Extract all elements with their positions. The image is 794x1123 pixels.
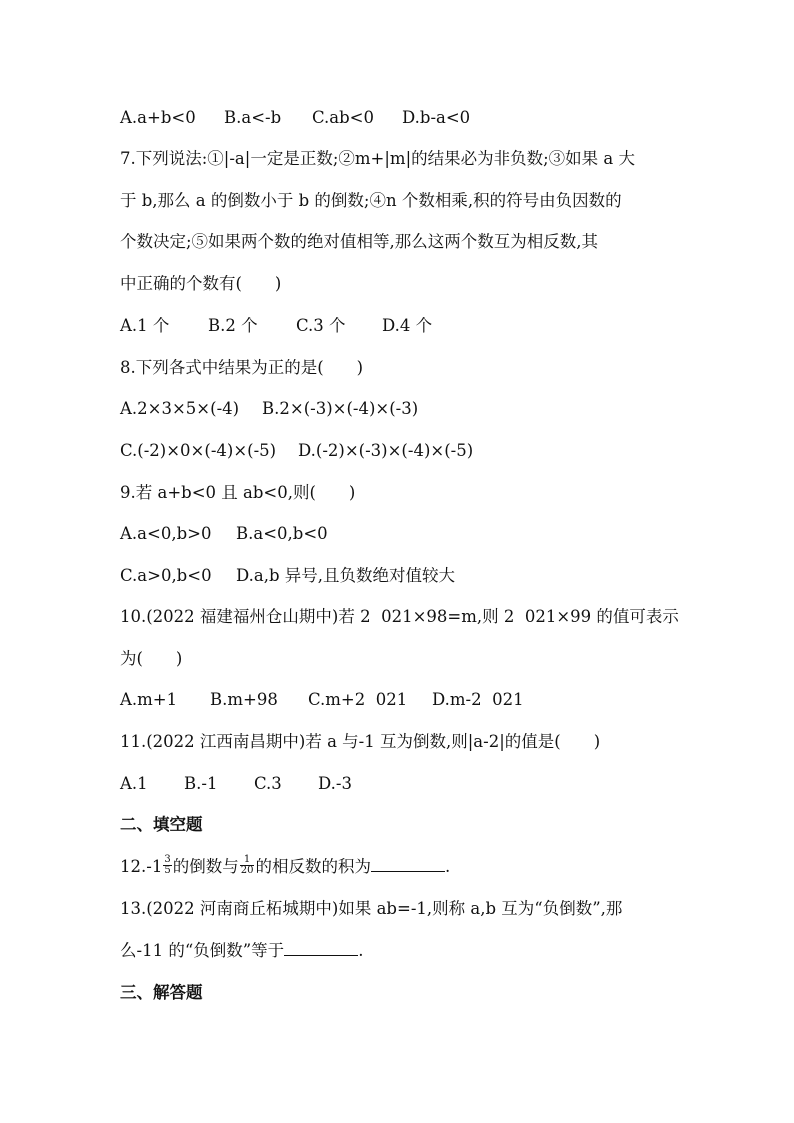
q12-end: . [444,857,451,876]
q6-option-a: A.a+b<0 [120,108,196,127]
q7-line-2: 于 b,那么 a 的倒数小于 b 的倒数;④n 个数相乘,积的符号由负因数的 [120,191,622,210]
q7-option-a: A.1 个 [120,316,170,335]
q6-options [120,108,470,128]
q13-line-2-text: 么-11 的“负倒数”等于 [120,941,285,960]
q9-option-a: A.a<0,b>0 [120,524,212,543]
q12-answer-blank[interactable] [371,857,445,872]
q8-options-row2 [120,441,473,461]
q11-stem: 11.(2022 江西南昌期中)若 a 与-1 互为倒数,则|a-2|的值是( ) [120,732,601,751]
q10-option-a: A.m+1 [120,690,178,709]
q9-stem: 9.若 a+b<0 且 ab<0,则( ) [120,483,356,502]
q8-stem: 8.下列各式中结果为正的是( ) [120,358,364,377]
q12-prefix: 12.-1 [120,857,163,876]
q8-options-row1 [120,399,418,419]
section-solution-heading: 三、解答题 [120,983,203,1002]
q13-line-2 [120,941,363,961]
q6-option-c: C.ab<0 [312,108,375,127]
q8-option-a: A.2×3×5×(-4) [120,399,240,418]
q8-option-c: C.(-2)×0×(-4)×(-5) [120,441,277,460]
q8-option-d: D.(-2)×(-3)×(-4)×(-5) [298,441,474,460]
q9-option-c: C.a>0,b<0 [120,566,212,585]
q9-options-row1 [120,524,328,544]
section-fill-in-heading: 二、填空题 [120,815,203,834]
q12-mid: 的倒数与 [172,857,239,876]
q10-line-1: 10.(2022 福建福州仓山期中)若 2 021×98=m,则 2 021×99 的值可表示 [120,607,679,626]
q12-frac2-denominator: 20 [240,865,254,876]
q13-line-1: 13.(2022 河南商丘柘城期中)如果 ab=-1,则称 a,b 互为“负倒数”,那 [120,899,623,918]
q12-suffix: 的相反数的积为 [255,857,371,876]
q10-option-b: B.m+98 [210,690,278,709]
q12-line [120,854,451,878]
q10-option-d: D.m-2 021 [432,690,524,709]
q10-option-c: C.m+2 021 [308,690,408,709]
q10-line-2: 为( ) [120,649,183,668]
q12-fraction-three-fifths [163,855,171,876]
q9-options-row2 [120,566,455,586]
q7-option-b: B.2 个 [208,316,258,335]
q12-frac2-numerator: 1 [240,855,255,866]
q12-frac1-numerator: 3 [164,854,171,865]
q11-option-d: D.-3 [318,774,352,793]
q7-line-3: 个数决定;⑤如果两个数的绝对值相等,那么这两个数互为相反数,其 [120,232,599,251]
q9-option-d: D.a,b 异号,且负数绝对值较大 [236,566,456,585]
q11-option-c: C.3 [254,774,282,793]
q9-option-b: B.a<0,b<0 [236,524,328,543]
q7-option-d: D.4 个 [382,316,433,335]
q11-option-b: B.-1 [184,774,218,793]
q7-line-4: 中正确的个数有( ) [120,274,282,293]
q12-frac1-denominator: 5 [164,865,171,876]
q6-option-d: D.b-a<0 [402,108,471,127]
q7-options [120,316,432,336]
q7-line-1: 7.下列说法:①|-a|一定是正数;②m+|m|的结果必为非负数;③如果 a 大 [120,149,636,168]
q11-options [120,774,352,794]
q7-option-c: C.3 个 [296,316,346,335]
q10-options [120,690,524,710]
q6-option-b: B.a<-b [224,108,282,127]
q13-end: . [358,941,364,960]
q12-fraction-one-twentieth [240,855,255,876]
q8-option-b: B.2×(-3)×(-4)×(-3) [262,399,419,418]
q11-option-a: A.1 [120,774,148,793]
q13-answer-blank[interactable] [284,941,358,956]
